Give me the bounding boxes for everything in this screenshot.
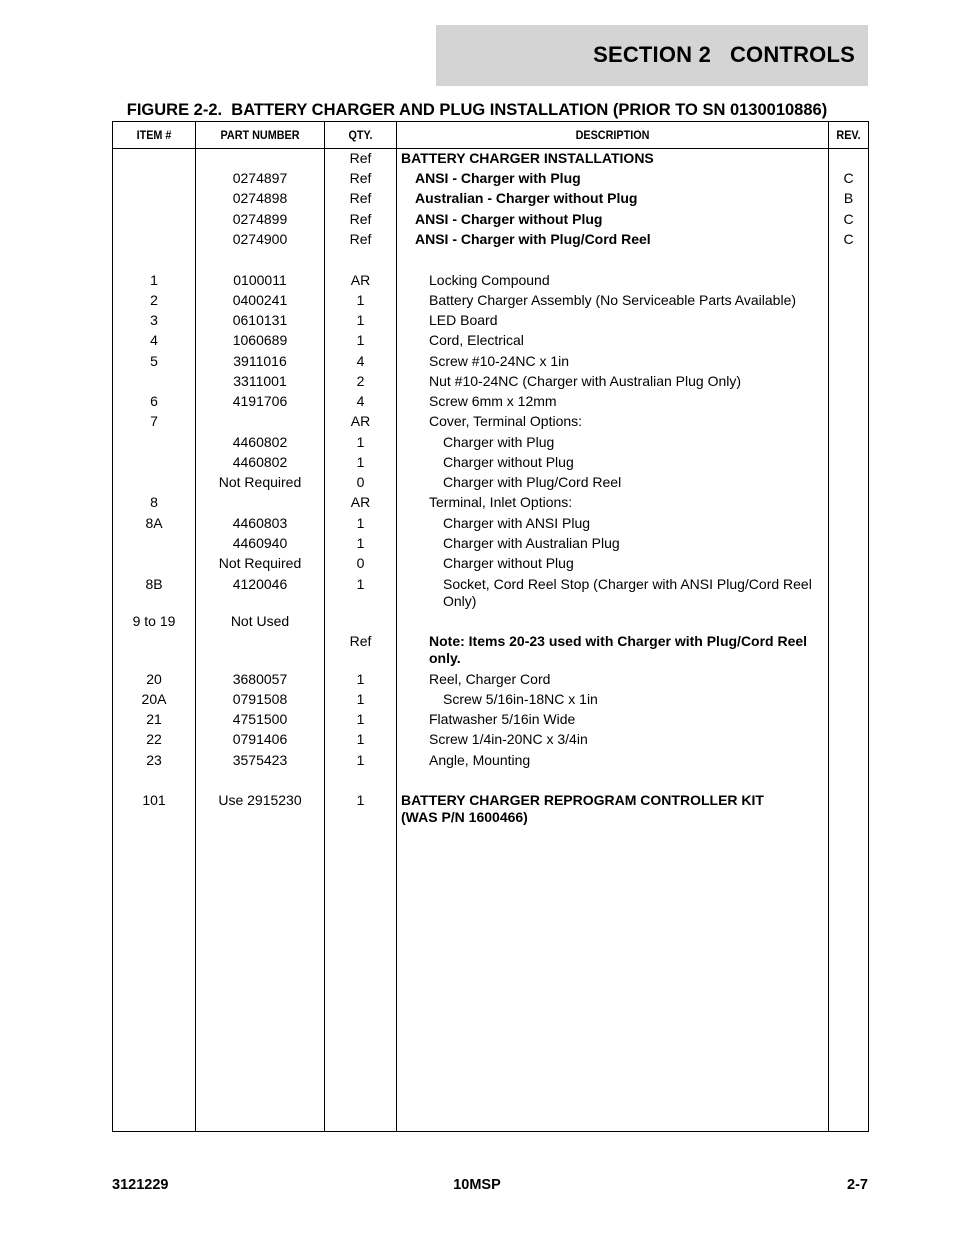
quantity: 1 (356, 576, 365, 592)
part-number: 3911016 (233, 353, 287, 369)
quantity: Ref (349, 150, 372, 166)
part-number: 4751500 (232, 711, 288, 727)
parts-table (112, 121, 869, 1132)
part-number: 0274897 (232, 170, 288, 186)
quantity: Ref (349, 633, 372, 649)
item-number: 20 (146, 671, 162, 687)
quantity: 1 (356, 434, 365, 450)
item-number: 8 (150, 494, 158, 510)
quantity: 0 (356, 555, 365, 571)
footer-page-number: 2-7 (847, 1177, 868, 1193)
footer-document-number: 3121229 (112, 1177, 169, 1193)
part-number: Not Used (230, 613, 290, 629)
quantity: 1 (356, 292, 365, 308)
quantity: 1 (356, 454, 365, 470)
part-number: 0274899 (232, 211, 288, 227)
item-number: 9 to 19 (132, 613, 176, 629)
part-number: Use 2915230 (218, 792, 302, 808)
column-header-description: DESCRIPTION (575, 128, 650, 142)
column-divider (396, 122, 397, 1131)
quantity: 1 (356, 312, 365, 328)
part-number: 4120046 (232, 576, 288, 592)
description: Terminal, Inlet Options: (429, 494, 573, 510)
description: Note: Items 20-23 used with Charger with Plug/Cord Reel only. (429, 633, 808, 666)
quantity: 0 (356, 474, 365, 490)
part-number: 3311001 (233, 373, 287, 389)
part-number: 0610131 (232, 312, 288, 328)
part-number: 4460802 (232, 434, 288, 450)
quantity: 1 (356, 691, 365, 707)
quantity: 1 (356, 332, 365, 348)
revision: C (843, 231, 854, 247)
header-divider (113, 148, 868, 149)
item-number: 5 (150, 353, 158, 369)
description: Charger with Plug (443, 434, 555, 450)
part-number: 1060689 (232, 332, 288, 348)
description: ANSI - Charger without Plug (415, 211, 603, 227)
description: Reel, Charger Cord (429, 671, 551, 687)
column-divider (828, 122, 829, 1131)
part-number: 0274898 (232, 190, 288, 206)
item-number: 7 (150, 413, 158, 429)
quantity: AR (350, 494, 371, 510)
item-number: 4 (150, 332, 158, 348)
item-number: 1 (150, 272, 158, 288)
description: Angle, Mounting (429, 752, 531, 768)
part-number: 0791508 (232, 691, 288, 707)
quantity: 1 (356, 671, 365, 687)
revision: B (843, 190, 854, 206)
item-number: 101 (142, 792, 166, 808)
description: Screw 6mm x 12mm (429, 393, 557, 409)
item-number: 8A (145, 515, 163, 531)
quantity: Ref (349, 211, 372, 227)
description: Charger with Australian Plug (443, 535, 620, 551)
column-header-rev: REV. (836, 128, 861, 142)
quantity: AR (350, 413, 371, 429)
column-header-item: ITEM # (136, 128, 172, 142)
part-number: 3680057 (232, 671, 288, 687)
description: Cover, Terminal Options: (429, 413, 583, 429)
quantity: 1 (356, 515, 365, 531)
item-number: 2 (150, 292, 158, 308)
description: Screw 5/16in-18NC x 1in (443, 691, 598, 707)
description: Battery Charger Assembly (No Serviceable Parts Available) (429, 292, 797, 308)
part-number: 0100011 (233, 272, 287, 288)
description: Screw #10-24NC x 1in (429, 353, 570, 369)
item-number: 8B (145, 576, 163, 592)
item-number: 3 (150, 312, 158, 328)
description: LED Board (429, 312, 498, 328)
part-number: 4460940 (232, 535, 288, 551)
quantity: 1 (356, 535, 365, 551)
part-number: 0400241 (232, 292, 288, 308)
description: Charger with ANSI Plug (443, 515, 591, 531)
description: ANSI - Charger with Plug/Cord Reel (415, 231, 651, 247)
quantity: 4 (356, 393, 365, 409)
quantity: 4 (356, 353, 365, 369)
description: Cord, Electrical (429, 332, 524, 348)
description: Flatwasher 5/16in Wide (429, 711, 576, 727)
description: BATTERY CHARGER INSTALLATIONS (401, 150, 654, 166)
quantity: 1 (356, 711, 365, 727)
column-header-qty: QTY. (348, 128, 373, 142)
item-number: 22 (146, 731, 162, 747)
item-number: 23 (146, 752, 162, 768)
description: BATTERY CHARGER REPROGRAM CONTROLLER KIT (WAS P/N 1600466) (401, 792, 764, 825)
description: Charger without Plug (443, 555, 574, 571)
description: Locking Compound (429, 272, 550, 288)
quantity: AR (350, 272, 371, 288)
description: Charger with Plug/Cord Reel (443, 474, 622, 490)
description: ANSI - Charger with Plug (415, 170, 581, 186)
part-number: 4460802 (232, 454, 288, 470)
figure-title: FIGURE 2-2. BATTERY CHARGER AND PLUG INSTALLATION (PRIOR TO SN 0130010886) (126, 101, 828, 119)
part-number: 4460803 (232, 515, 288, 531)
revision: C (843, 170, 854, 186)
description: Socket, Cord Reel Stop (Charger with ANSI Plug/Cord Reel Only) (443, 576, 812, 609)
footer-model: 10MSP (453, 1177, 501, 1193)
item-number: 20A (141, 691, 167, 707)
quantity: Ref (349, 231, 372, 247)
quantity: Ref (349, 170, 372, 186)
description: Nut #10-24NC (Charger with Australian Plug Only) (429, 373, 742, 389)
quantity: Ref (349, 190, 372, 206)
item-number: 6 (150, 393, 158, 409)
part-number: Not Required (218, 555, 302, 571)
quantity: 1 (356, 731, 365, 747)
section-title: SECTION 2 CONTROLS (593, 42, 855, 67)
revision: C (843, 211, 854, 227)
description: Screw 1/4in-20NC x 3/4in (429, 731, 588, 747)
part-number: 0274900 (232, 231, 288, 247)
quantity: 2 (356, 373, 365, 389)
description: Charger without Plug (443, 454, 574, 470)
part-number: Not Required (218, 474, 302, 490)
quantity: 1 (356, 752, 365, 768)
item-number: 21 (146, 711, 162, 727)
part-number: 3575423 (232, 752, 288, 768)
column-header-part-number: PART NUMBER (220, 128, 300, 142)
quantity: 1 (356, 792, 365, 808)
section-header (436, 25, 868, 86)
part-number: 4191706 (232, 393, 288, 409)
part-number: 0791406 (232, 731, 288, 747)
description: Australian - Charger without Plug (415, 190, 638, 206)
